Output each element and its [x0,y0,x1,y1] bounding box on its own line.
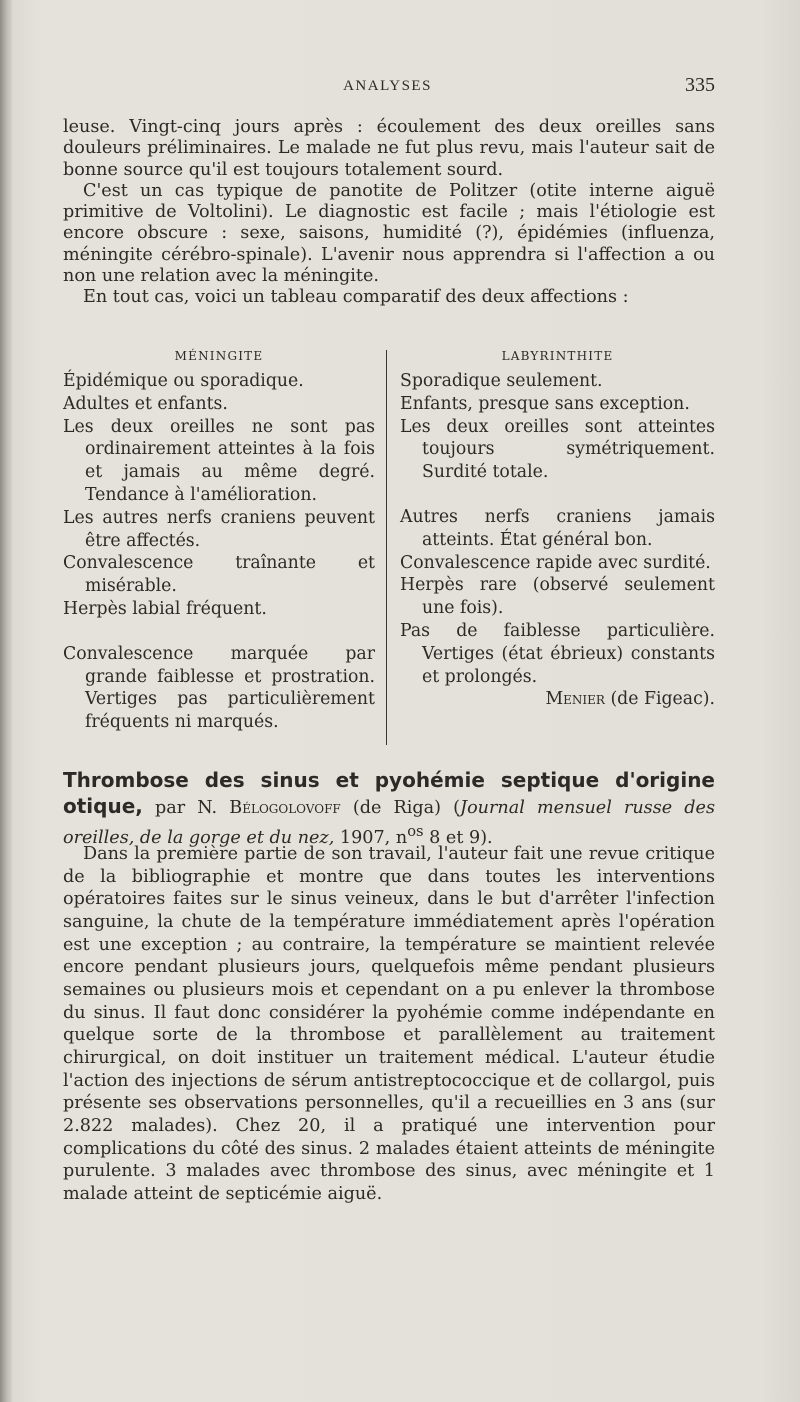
meningite-header: MÉNINGITE [174,349,264,363]
labyrinthite-entry: Sporadique seulement. [400,371,603,391]
meningite-entry: Épidémique ou sporadique. [63,371,304,391]
labyrinthite-entry: Pas de faiblesse particulière. Vertiges (état ébrieux) constants et prolongés. [400,620,715,687]
intro-paragraph: leuse. Vingt-cinq jours après : écoulement des deux oreilles sans douleurs préliminaires. Le malade ne fut plus revu, mais l'auteur sait de bonne source qu'il est toujours totalement sourd. [63,117,715,180]
labyrinthite-entry: Convalescence rapide avec surdité. [400,552,711,573]
spacer [63,621,375,643]
labyrinthite-entry: Enfants, presque sans exception. [400,393,690,414]
running-header [60,74,715,98]
article-journal: Journal mensuel russe des oreilles, de la gorge et du nez, [63,798,715,848]
labyrinthite-entry: Autres nerfs craniens jamais atteints. État général bon. [400,506,715,550]
meningite-entry: Convalescence traînante et misérable. [63,553,375,597]
meningite-entry: Les deux oreilles ne sont pas ordinairement atteintes à la fois et jamais au même degré. Tendance à l'amélioration. [63,416,375,505]
labyrinthite-column [400,348,715,711]
signature-name: Menier [545,689,605,710]
labyrinthite-header: LABYRINTHITE [501,349,614,363]
article-citation: 1907, n [334,827,408,848]
intro-paragraph: En tout cas, voici un tableau comparatif des deux affections : [83,287,629,308]
meningite-entry: Les autres nerfs craniens peuvent être affectés. [63,507,375,551]
signature-place: (de Figeac). [610,689,715,710]
article-by: par N. [142,798,230,818]
article-citation-sup: os [407,823,424,840]
intro-paragraph: C'est un cas typique de panotite de Politzer (otite interne aiguë primitive de Voltolini). Le diagnostic est facile ; mais l'étiologie est encore obscure : sexe, saisons, humidité (?), épidémies (influenza, méningite cérébro-spinale). L'avenir nous apprendra si l'affection a ou non une relation avec la méningite. [63,180,715,287]
article-paragraph: Dans la première partie de son travail, l'auteur fait une revue critique de la bibliographie et montre que dans toutes les interventions opératoires faites sur le sinus veineux, dans le but d'arrêter l'infection sanguine, la chute de la température immédiatement après l'opération est une exception ; au contraire, la température se maintient relevée encore pendant plusieurs jours, quelquefois même pendant plusieurs semaines ou plusieurs mois et cependant on a pu enlever la thrombose du sinus. Il faut donc considérer la pyohémie comme indépendante en quelque sorte de la thrombose et parallèlement au traitement chirurgical, on doit instituer un traitement médical. L'auteur étudie l'action des injections de sérum antistreptococcique et de collargol, puis présente ses observations personnelles, qu'il a recueillies en 3 ans (sur 2.822 malades). Chez 20, il a pratiqué une intervention pour complications du côté des sinus. 2 malades étaient atteints de méningite purulente. 3 malades avec thrombose des sinus, avec méningite et 1 malade atteint de septicémie aiguë. [63,844,715,1204]
article-title: Thrombose des sinus et pyohémie septique d'origine otique, [63,768,715,818]
labyrinthite-entry: Herpès rare (observé seulement une fois). [400,575,715,619]
meningite-entry: Adultes et enfants. [63,393,228,414]
meningite-column [63,348,375,734]
header-title: ANALYSES [343,78,432,94]
column-divider [386,350,387,745]
signature [400,688,715,711]
article-citation-end: 8 et 9). [423,827,493,848]
page-number: 335 [685,74,715,96]
article-author: Bélogolovoff [229,798,341,818]
meningite-entry: Herpès labial fréquent. [63,598,267,619]
labyrinthite-entry: Les deux oreilles sont atteintes toujours symétriquement. Surdité totale. [400,416,715,483]
intro-text [63,117,715,309]
article-body [63,843,715,1206]
meningite-entry: Convalescence marquée par grande faiblesse et prostration. Vertiges pas particulièrement fréquents ni marqués. [63,643,375,733]
article-heading [63,768,715,850]
spacer [400,484,715,506]
binding-edge [0,0,12,1402]
article-author-place: (de Riga) ( [340,798,461,818]
